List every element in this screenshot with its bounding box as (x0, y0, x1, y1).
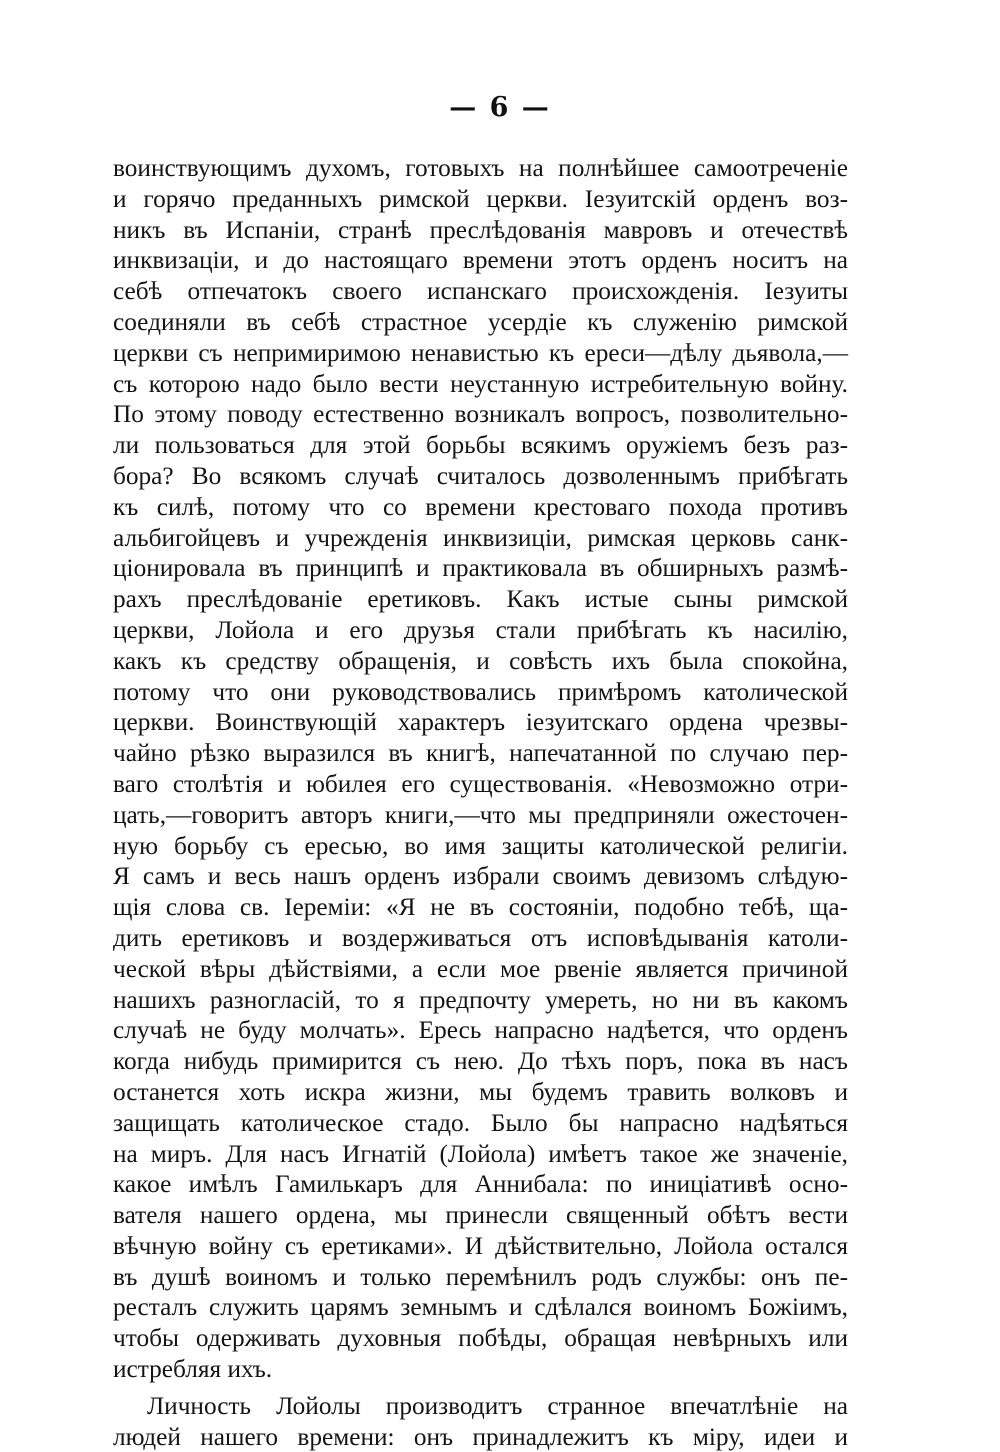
text-line: цать,—говоритъ авторъ книги,—что мы предприняли ожесточен- (113, 800, 848, 829)
text-line: въ душѣ воиномъ и только перемѣнилъ родъ службы: онъ пе- (113, 1262, 848, 1291)
text-line: нашихъ разногласій, то я предпочту умереть, но ни въ какомъ (113, 985, 848, 1014)
text-line: бора? Во всякомъ случаѣ считалось дозволеннымъ прибѣгать (113, 461, 848, 490)
text-line: останется хоть искра жизни, мы будемъ травить волковъ и (113, 1077, 848, 1106)
text-line: вателя нашего ордена, мы принесли священный обѣтъ вести (113, 1201, 848, 1230)
text-line: случаѣ не буду молчать». Ересь напрасно надѣется, что орденъ (113, 1016, 848, 1045)
text-line: церкви, Лойола и его друзья стали прибѣгать къ насилію, (113, 615, 848, 644)
text-line: чтобы одерживать духовныя побѣды, обращая невѣрныхъ или (113, 1324, 848, 1353)
text-line: ную борьбу съ ересью, во имя защиты католической религіи. (113, 831, 848, 860)
text-line: инквизаціи, и до настоящаго времени этотъ орденъ носитъ на (113, 246, 848, 275)
text-line: дить еретиковъ и воздерживаться отъ исповѣдыванія католи- (113, 923, 848, 952)
paragraph (113, 1391, 848, 1452)
text-line: на миръ. Для насъ Игнатій (Лойола) имѣетъ такое же значеніе, (113, 1139, 848, 1168)
page-number: — 6 — (449, 92, 551, 123)
text-line: ли пользоваться для этой борьбы всякимъ оружіемъ безъ раз- (113, 431, 848, 460)
text-line: ціонировала въ принципѣ и практиковала въ обширныхъ размѣ- (113, 554, 848, 583)
text-line: потому что они руководствовались примѣромъ католической (113, 677, 848, 706)
text-line: людей нашего времени: онъ принадлежитъ къ міру, идеи и (113, 1422, 848, 1451)
text-line: Личность Лойолы производитъ странное впечатлѣніе на (147, 1391, 848, 1420)
text-line: альбигойцевъ и учрежденія инквизиціи, римская церковь санк- (113, 523, 848, 552)
text-line: истребляя ихъ. (113, 1355, 273, 1384)
text-line: По этому поводу естественно возникалъ вопросъ, позволительно- (113, 400, 848, 429)
text-line: какъ къ средству обращенія, и совѣсть ихъ была спокойна, (113, 646, 848, 675)
text-line: съ которою надо было вести неустанную истребительную войну. (113, 369, 848, 398)
text-line: когда нибудь примирится съ нею. До тѣхъ поръ, пока въ насъ (113, 1047, 848, 1076)
text-line: Я самъ и весь нашъ орденъ избрали своимъ девизомъ слѣдую- (113, 862, 848, 891)
text-line: себѣ отпечатокъ своего испанскаго происхожденія. Іезуиты (113, 277, 848, 306)
text-line: никъ въ Испаніи, странѣ преслѣдованія мавровъ и отечествѣ (113, 215, 848, 244)
text-line: воинствующимъ духомъ, готовыхъ на полнѣйшее самоотреченіе (113, 154, 848, 182)
body-text (113, 153, 848, 1452)
text-line: ваго столѣтія и юбилея его существованія. «Невозможно отри- (113, 769, 848, 798)
text-line: вѣчную войну съ еретиками». И дѣйствительно, Лойола остался (113, 1231, 848, 1260)
text-line: церкви. Воинствующій характеръ іезуитскаго ордена чрезвы- (113, 708, 848, 737)
text-line: защищать католическое стадо. Было бы напрасно надѣяться (113, 1108, 848, 1137)
text-line: ческой вѣры дѣйствіями, а если мое рвеніе является причиной (113, 954, 848, 983)
paragraph (113, 153, 848, 1385)
text-line: и горячо преданныхъ римской церкви. Іезуитскій орденъ воз- (113, 184, 848, 213)
text-line: соединяли въ себѣ страстное усердіе къ служенію римской (113, 307, 848, 336)
text-line: ресталъ служить царямъ земнымъ и сдѣлался воиномъ Божіимъ, (113, 1293, 848, 1322)
text-line: къ силѣ, потому что со времени крестоваго похода противъ (113, 492, 848, 521)
text-line: чайно рѣзко выразился въ книгѣ, напечатанной по случаю пер- (113, 739, 848, 768)
text-line: щія слова св. Іереміи: «Я не въ состояніи, подобно тебѣ, ща- (113, 893, 848, 922)
text-line: какое имѣлъ Гамилькаръ для Аннибала: по иниціативѣ осно- (113, 1170, 848, 1199)
text-line: рахъ преслѣдованіе еретиковъ. Какъ истые сыны римской (113, 585, 848, 614)
text-line: церкви съ непримиримою ненавистью къ ереси—дѣлу дьявола,— (113, 338, 848, 367)
